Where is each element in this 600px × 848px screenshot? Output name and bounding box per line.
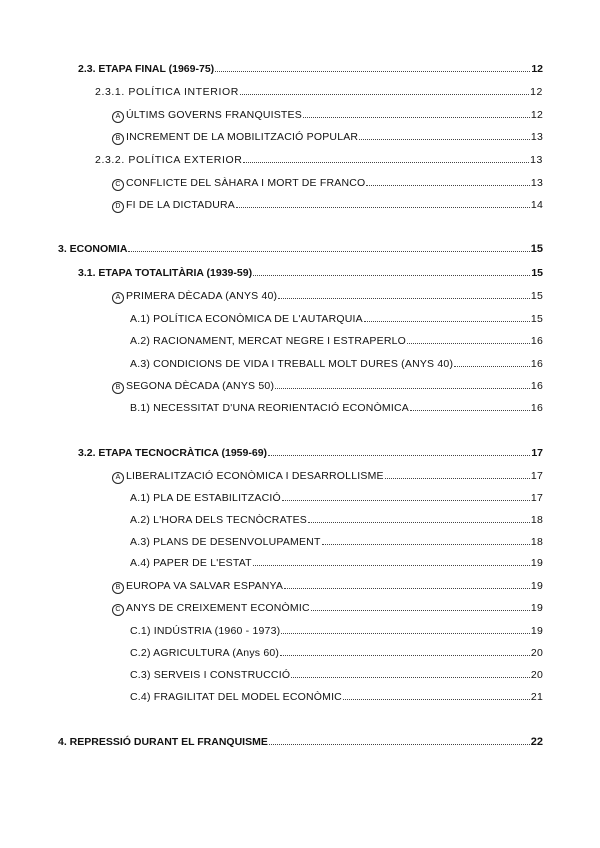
circled-letter-icon: B	[112, 133, 124, 145]
toc-entry-page: 17	[531, 447, 543, 459]
toc-entry[interactable]	[130, 513, 543, 527]
toc-entry[interactable]	[130, 334, 543, 348]
toc-entry[interactable]	[112, 289, 543, 304]
dot-leader	[366, 176, 529, 186]
dot-leader	[359, 130, 530, 140]
toc-entry-page: 12	[530, 86, 543, 98]
toc-entry-page: 19	[530, 580, 543, 592]
toc-entry-page: 15	[530, 243, 543, 255]
toc-entry[interactable]	[78, 266, 543, 280]
toc-entry-page: 13	[530, 177, 543, 189]
toc-entry-page: 21	[530, 691, 543, 703]
toc-entry-title: B EUROPA VA SALVAR ESPANYA	[112, 579, 283, 594]
toc-entry-title: 3. ECONOMIA	[58, 243, 128, 255]
dot-leader	[281, 624, 530, 634]
toc-entry[interactable]	[112, 176, 543, 191]
toc-entry-title: B.1) NECESSITAT D'UNA REORIENTACIÓ ECONÒMICA	[130, 402, 409, 414]
circled-letter-icon: C	[112, 604, 124, 616]
toc-entry-page: 18	[530, 536, 543, 548]
circled-letter-icon: D	[112, 201, 124, 213]
dot-leader	[407, 334, 530, 344]
toc-entry-title: D FI DE LA DICTADURA	[112, 198, 235, 213]
toc-entry-page: 22	[530, 736, 543, 748]
dot-leader	[291, 668, 530, 678]
toc-entry-page: 19	[530, 625, 543, 637]
toc-entry-page: 12	[530, 109, 543, 121]
toc-entry[interactable]	[58, 735, 543, 749]
toc-entry-page: 12	[531, 63, 543, 75]
dot-leader	[364, 312, 530, 322]
dot-leader	[236, 198, 530, 208]
toc-entry-title: C CONFLICTE DEL SÀHARA I MORT DE FRANCO	[112, 176, 365, 191]
circled-letter-icon: A	[112, 472, 124, 484]
toc-entry[interactable]	[112, 379, 543, 394]
toc-entry-title: A ÚLTIMS GOVERNS FRANQUISTES	[112, 108, 302, 123]
toc-entry-page: 20	[530, 647, 543, 659]
dot-leader	[268, 446, 530, 456]
toc-entry[interactable]	[95, 153, 543, 167]
toc-entry-title: 4. REPRESSIÓ DURANT EL FRANQUISME	[58, 736, 268, 748]
dot-leader	[280, 646, 530, 656]
toc-entry-title: C.1) INDÚSTRIA (1960 - 1973)	[130, 625, 281, 637]
toc-entry-page: 18	[530, 514, 543, 526]
toc-entry-page: 16	[530, 380, 543, 392]
toc-entry-title: 2.3.1. POLÍTICA INTERIOR	[95, 86, 239, 98]
toc-entry-title: A.1) POLÍTICA ECONÒMICA DE L'AUTARQUIA	[130, 313, 363, 325]
dot-leader	[282, 491, 530, 501]
toc-entry[interactable]	[130, 535, 543, 549]
toc-entry-title: A.3) CONDICIONS DE VIDA I TREBALL MOLT DURES (ANYS 40)	[130, 358, 454, 370]
toc-entry[interactable]	[130, 491, 543, 505]
toc-entry-page: 14	[530, 199, 543, 211]
dot-leader	[311, 601, 530, 611]
circled-letter-icon: C	[112, 179, 124, 191]
dot-leader	[303, 108, 530, 118]
toc-entry-page: 17	[530, 492, 543, 504]
dot-leader	[385, 469, 530, 479]
toc-entry[interactable]	[78, 446, 543, 460]
toc-entry-title: 2.3.2. POLÍTICA EXTERIOR	[95, 154, 243, 166]
dot-leader	[322, 535, 530, 545]
dot-leader	[454, 357, 530, 367]
toc-entry[interactable]	[112, 469, 543, 484]
circled-letter-icon: B	[112, 582, 124, 594]
dot-leader	[284, 579, 530, 589]
toc-entry-title: C.3) SERVEIS I CONSTRUCCIÓ	[130, 669, 291, 681]
toc-entry[interactable]	[58, 242, 543, 256]
toc-entry[interactable]	[95, 85, 543, 99]
toc-entry[interactable]	[78, 62, 543, 76]
dot-leader	[253, 266, 530, 276]
toc-entry[interactable]	[112, 579, 543, 594]
dot-leader	[308, 513, 530, 523]
toc-entry[interactable]	[130, 690, 543, 704]
circled-letter-icon: A	[112, 292, 124, 304]
toc-entry-page: 16	[530, 335, 543, 347]
dot-leader	[410, 401, 530, 411]
toc-entry-title: C.4) FRAGILITAT DEL MODEL ECONÒMIC	[130, 691, 342, 703]
toc-entry-title: B SEGONA DÈCADA (ANYS 50)	[112, 379, 274, 394]
toc-entry[interactable]	[130, 668, 543, 682]
toc-entry[interactable]	[112, 108, 543, 123]
toc-entry[interactable]	[112, 130, 543, 145]
circled-letter-icon: B	[112, 382, 124, 394]
toc-entry-title: 2.3. ETAPA FINAL (1969-75)	[78, 63, 215, 75]
toc-entry-title: A.3) PLANS DE DESENVOLUPAMENT	[130, 536, 321, 548]
toc-entry[interactable]	[112, 198, 543, 213]
toc-entry-title: B INCREMENT DE LA MOBILITZACIÓ POPULAR	[112, 130, 358, 145]
dot-leader	[253, 556, 530, 566]
toc-entry-page: 15	[530, 313, 543, 325]
dot-leader	[275, 379, 530, 389]
toc-entry[interactable]	[130, 624, 543, 638]
toc-entry-title: A.2) RACIONAMENT, MERCAT NEGRE I ESTRAPERLO	[130, 335, 407, 347]
dot-leader	[278, 289, 530, 299]
toc-entry-title: C.2) AGRICULTURA (Anys 60)	[130, 647, 280, 659]
toc-entry-title: A LIBERALITZACIÓ ECONÒMICA I DESARROLLISME	[112, 469, 384, 484]
dot-leader	[343, 690, 530, 700]
toc-entry-page: 20	[530, 669, 543, 681]
toc-entry[interactable]	[130, 312, 543, 326]
toc-entry-page: 15	[531, 267, 543, 279]
toc-entry-title: A.2) L'HORA DELS TECNÒCRATES	[130, 514, 308, 526]
toc-entry-title: 3.1. ETAPA TOTALITÀRIA (1939-59)	[78, 267, 253, 279]
toc-entry-page: 13	[530, 131, 543, 143]
toc-entry[interactable]	[130, 646, 543, 660]
toc-entry-page: 17	[530, 470, 543, 482]
toc-entry-page: 16	[530, 402, 543, 414]
toc-entry-page: 19	[530, 557, 543, 569]
toc-entry-page: 15	[530, 290, 543, 302]
toc-entry[interactable]	[130, 401, 543, 415]
toc-entry-title: C ANYS DE CREIXEMENT ECONÒMIC	[112, 601, 310, 616]
toc-entry[interactable]	[130, 556, 543, 570]
toc-entry-title: A.4) PAPER DE L'ESTAT	[130, 557, 252, 569]
dot-leader	[269, 735, 530, 745]
toc-entry[interactable]	[130, 357, 543, 371]
dot-leader	[215, 62, 530, 72]
toc-entry-page: 19	[530, 602, 543, 614]
toc-entry-title: 3.2. ETAPA TECNOCRÀTICA (1959-69)	[78, 447, 268, 459]
toc-entry-page: 16	[530, 358, 543, 370]
toc-entry-title: A PRIMERA DÈCADA (ANYS 40)	[112, 289, 277, 304]
dot-leader	[128, 242, 529, 252]
toc-entry[interactable]	[112, 601, 543, 616]
dot-leader	[243, 153, 529, 163]
circled-letter-icon: A	[112, 111, 124, 123]
dot-leader	[240, 85, 529, 95]
toc-entry-title: A.1) PLA DE ESTABILITZACIÓ	[130, 492, 281, 504]
toc-entry-page: 13	[530, 154, 543, 166]
